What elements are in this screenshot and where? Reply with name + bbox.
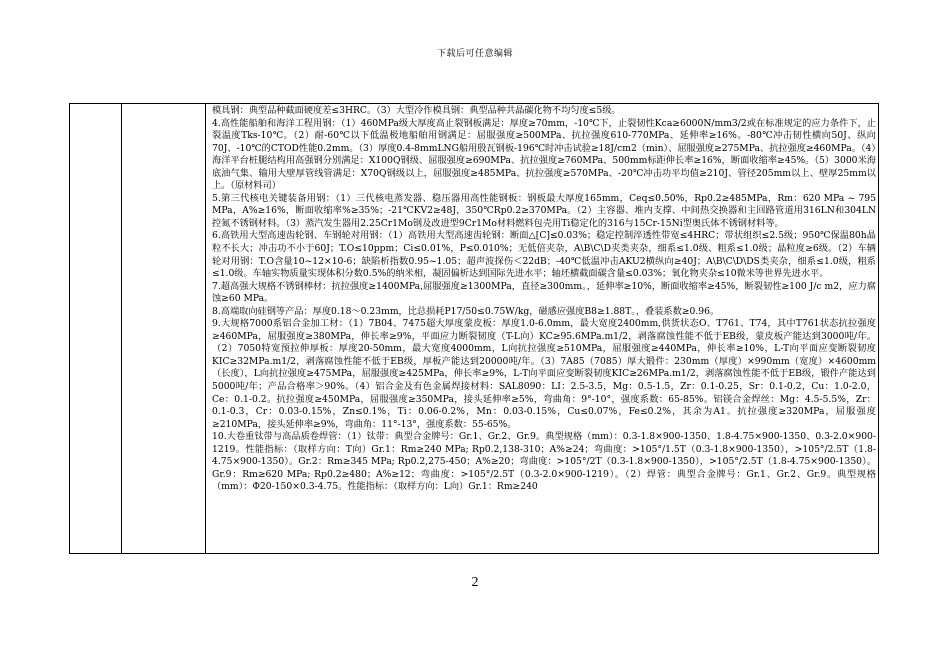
paragraph-aluminum-alloy: 9.大规格7000系铝合金加工材：（1）7B04、7475超大厚度蒙皮板：厚度1.0-6.0mm，最大宽度2400mm,供货状态O、T761、T74，其中T761状态抗拉强度≥460MPa，屈服强度≥380MPa，伸长率≥9%，平面应力断裂韧度（T-L向）KC≥95.6MPa.m1/2，剥落腐蚀性能不低于EB级，蒙皮板产能达到3000吨/年。（2）7050特宽预拉伸厚板：厚度20-50mm，最大宽度4000mm，L向抗拉强度≥510MPa，屈服强度≥440MPa，伸长率≥10%，L-T向平面应变断裂韧度KIC≥32MPa.m1/2，剥落腐蚀性能不低于EB级，厚板产能达到20000吨/年。（3）7A85（7085）厚大锻件：230mm（厚度）×990mm（宽度）×4600mm（长度），L向抗拉强度≥475MPa，屈服强度≥425MPa，伸长率≥9%，L-T向平面应变断裂韧度KIC≥26MPa.m1/2，剥落腐蚀性能不低于EB级，锻件产能达到5000吨/年；产品合格率＞90%。（4）铝合金及有色金属焊接材料：SAL8090：LI：2.5-3.5，Mg：0.5-1.5，Zr：0.1-0.25，Sr：0.1-0.2，Cu：1.0-2.0，Ce：0.1-0.2。抗拉强度≥450MPa，屈服强度≥350MPa，接头延伸率≥5%，弯曲角：9°-10°，强度系数：65-85%。铝镁合金焊丝：Mg：4.5-5.5%，Zr：0.1-0.3，Cr：0.03-0.15%，Zn≤0.1%，Ti：0.06-0.2%，Mn：0.03-0.15%，Cu≤0.07%，Fe≤0.2%，其余为A1。抗拉强度≥320MPa，屈服强度≥210MPa，接头延伸率≥9%，弯曲角：11°-13°，强度系数：55-65%。 [212,318,876,430]
paragraph-stainless-bar: 7.超高强大规格不锈钢棒材：抗拉强度≥1400MPa,屈服强度≥1300MPa，直径≥300mm。，延伸率≥10%，断面收缩率≥45%，断裂韧性≥100 J/c m2，应力腐蚀≥60 MPa。 [212,280,876,305]
paragraph-silicon-steel: 8.高端取向硅钢等产品：厚度0.18～0.23mm，比总损耗P17/50≤0.75W/kg，磁感应强度B8≥1.88T。，叠装系数≥0.96。 [212,305,720,317]
column-divider [205,104,206,553]
paragraph-titanium-strip: 10.大卷重钛带与高品质卷焊管：（1）钛带：典型合金牌号：Gr.1、Gr.2、Gr.9。典型规格（mm）：0.3-1.8×900-1350、1.8-4.75×900-1350、0.3-2.0×900-1219。性能指标：（取样方向：T向）Gr.1：Rm≥240 MPa; Rp0.2,138-310；A%≥24；弯曲度：>105°/1.5T（0.3-1.8×900-1350），>105°/2.5T（1.8-4.75×900-1350）。Gr.2：Rm≥345 MPa; Rp0.2,275-450；A%≥20；弯曲度：>105°/2T（0.3-1.8×900-1350），>105°/2.5T（1.8-4.75×900-1350）。Gr.9：Rm≥620 MPa; Rp0.2≥480；A%≥12；弯曲度：>105°/2.5T（0.3-2.0×900-1219）。（2）焊管：典型合金牌号：Gr.1、Gr.2、Gr.9。典型规格（mm）：Φ20-150×0.3-4.75。性能指标：（取样方向：L向）Gr.1：Rm≥240 [212,431,876,493]
content-table [69,103,879,554]
paragraph-high-speed-rail-steel: 6.高铁用大型高速齿轮钢、车钢轮对用钢：（1）高铁用大型高速齿轮钢：断面△[C]≤0.03%；稳定控制淬透性带宽≤4HRC；带状组织≤2.5级；950℃保温80h晶粒不长大；冲击功不小于60J；T.O≤10ppm；Ci≤0.01%，P≤0.010%；无低倍夹杂，A\B\C\D夹类夹杂，细系≤1.0级、粗系≤1.0级；晶粒度≥6级。（2）车辆轮对用钢：T.O含量10~12×10-6；缺陷析指数0.95~1.05；超声波探伤＜22dB；-40℃低温冲击AKU2横纵向≥40J；A\B\C\D\DS类夹杂，细系≤1.0级，粗系≤1.0级。车轴实物质量实现体积分数0.5%的纳米相，凝固偏析达到国际先进水平；轴坯横截面碳含量≤0.03%；氧化物夹杂≤10微米等世界先进水平。 [212,230,876,280]
header-note: 下载后可任意编辑 [436,49,513,59]
page-number: 2 [471,575,479,590]
column-divider [121,104,122,553]
paragraph-mold-steel: 模具钢：典型品种截面硬度差≤3HRC。（3）大型冷作模具钢：典型品种共晶碳化物不均匀度≤5级。 [212,105,621,116]
paragraph-nuclear-steel: 5.第三代核电关键装备用钢：（1）三代核电蒸发器、稳压器用高性能钢板：钢板最大厚度165mm，Ceq≤0.50%，Rp0.2≥485MPa，Rm：620 MPa ~ 795 MPa，A%≥16%，断面收缩率%≥35%；-21℃KV2≥48J，350℃Rp0.2≥370MPa。（2）主容器、堆内支撑、中间热交换器和主回路管道用316LN和304LN控氮不锈钢材料。（3）蒸汽发生器用2.25Cr1Mo钢及改进型9Cr1Mo材料燃料包壳用Ti稳定化的316与15Cr-15Ni型奥氏体不锈钢材料等。 [212,192,876,229]
paragraph-ship-offshore-steel: 4.高性能船舶和海洋工程用钢：（1）460MPa级大厚度高止裂钢板满足：厚度≥70mm，-10℃下，止裂韧性Kca≥6000N/mm3/2或在标准规定的应力条件下，止裂温度Tks-10℃。（2）耐-60℃以下低温极地船舶用钢满足：屈服强度≥500MPa、抗拉强度610-770MPa、延伸率≥16%。-80℃冲击韧性横向50J、纵向70J、-10℃的CTOD性能0.2mm。（3）厚度0.4-8mmLNG船用殷瓦钢板-196℃时冲击试验≥18J/cm2（min）、屈服强度≥275MPa、抗拉强度≥460MPa。（4）海洋平台桩腿结构用高强钢分别满足：X100Q钢级、屈服强度≥690MPa、抗拉强度≥760MPa、500mm标距伸长率≥16%，断面收缩率≥45%。（5）3000米海底油气集、输用大壁厚管线管满足：X70Q钢级以上，屈服强度≥485MPa、抗拉强度≥570MPa、-20℃冲击功平均值≥210J、管径205mm以上、壁厚25mm以上。（原材料司） [212,117,876,192]
content-cell [212,105,876,494]
